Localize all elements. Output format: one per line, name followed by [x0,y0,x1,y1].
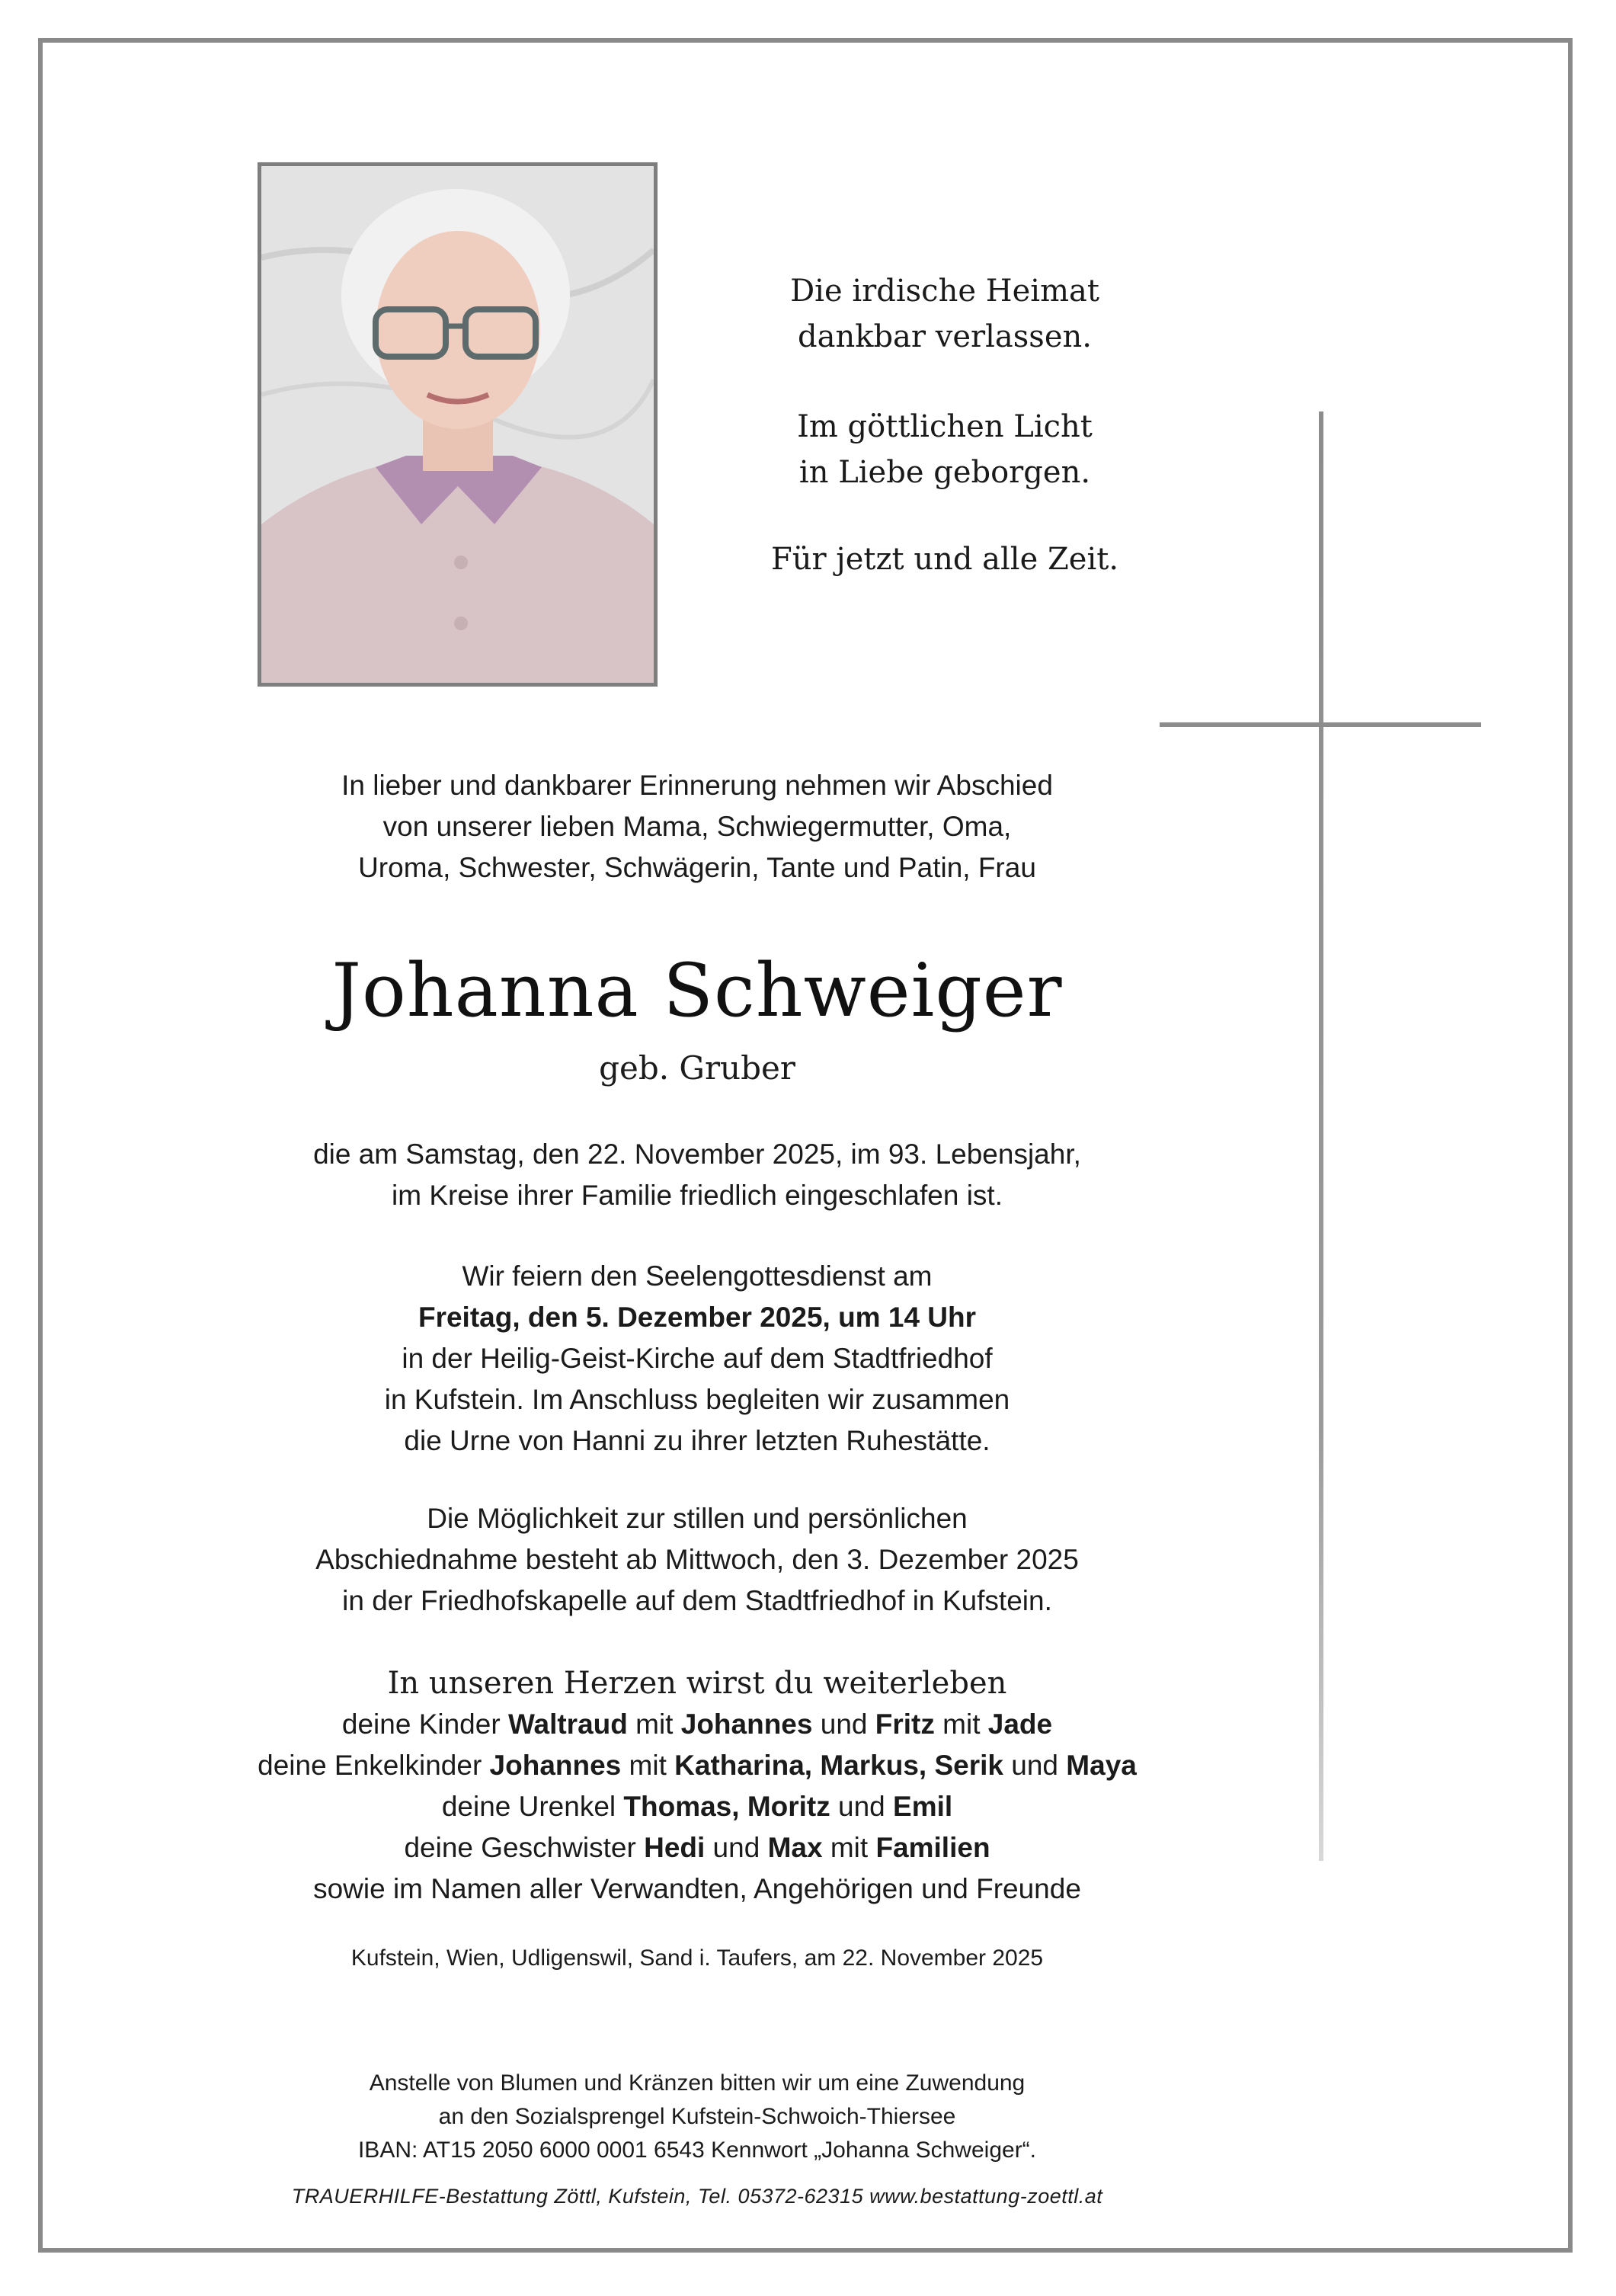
mourners-great-grandchildren: deine Urenkel Thomas, Moritz und Emil [441,1791,953,1822]
mourners-heading: In unseren Herzen wirst du weiterleben [387,1666,1007,1701]
farewell-details: Die Möglichkeit zur stillen und persönlichen Abschiednahme besteht ab Mittwoch, den 3. Dezember 2025 in der Friedhofskapelle auf dem Stadtfriedhof in Kufstein. [315,1503,1079,1616]
verse-stanza-2 [731,404,1158,495]
verse-line: Im göttlichen Licht [797,409,1093,444]
deceased-name: Johanna Schweiger [331,948,1063,1033]
funeral-home-footer: TRAUERHILFE-Bestattung Zöttl, Kufstein, Tel. 05372-62315 www.bestattung-zoettl.at [291,2185,1103,2208]
verse-line: in Liebe geborgen. [798,455,1091,490]
service-details: Wir feiern den Seelengottesdienst am Freitag, den 5. Dezember 2025, um 14 Uhr in der Heilig-Geist-Kirche auf dem Stadtfriedhof in Kufstein. Im Anschluss begleiten wir zusammen die Urne von Hanni zu ihrer letzten Ruhestätte. [384,1260,1010,1456]
mourners-others: sowie im Namen aller Verwandten, Angehörigen und Freunde [313,1873,1081,1904]
verse-line: Für jetzt und alle Zeit. [770,542,1119,577]
death-notice: die am Samstag, den 22. November 2025, im 93. Lebensjahr, im Kreise ihrer Familie friedlich eingeschlafen ist. [313,1138,1081,1211]
maiden-name: geb. Gruber [599,1049,795,1087]
verse-line: Die irdische Heimat [790,274,1099,309]
place-date: Kufstein, Wien, Udligenswil, Sand i. Taufers, am 22. November 2025 [350,1945,1044,1971]
mourners-list [137,1663,1257,1910]
mourners-siblings: deine Geschwister Hedi und Max mit Familien [404,1832,990,1863]
intro-text: In lieber und dankbarer Erinnerung nehmen wir Abschied von unserer lieben Mama, Schwiegermutter, Oma, Uroma, Schwester, Schwägerin, Tante und Patin, Frau [341,770,1053,883]
portrait-photo [258,162,658,687]
cross-icon-horizontal [1160,722,1481,727]
mourners-children: deine Kinder Waltraud mit Johannes und Fritz mit Jade [341,1708,1053,1740]
service-date: Freitag, den 5. Dezember 2025, um 14 Uhr [418,1302,977,1333]
mourners-grandchildren: deine Enkelkinder Johannes mit Katharina, Markus, Serik und Maya [258,1750,1137,1781]
verse-line: dankbar verlassen. [798,319,1092,354]
cross-icon-vertical [1319,411,1323,1861]
verse-stanza-1 [731,268,1158,360]
donation-request: Anstelle von Blumen und Kränzen bitten wir um eine Zuwendung an den Sozialsprengel Kufstein-Schwoich-Thiersee IBAN: AT15 2050 6000 0001 6543 Kennwort „Johanna Schweiger“. [357,2070,1037,2163]
verse-stanza-3 [731,536,1158,582]
